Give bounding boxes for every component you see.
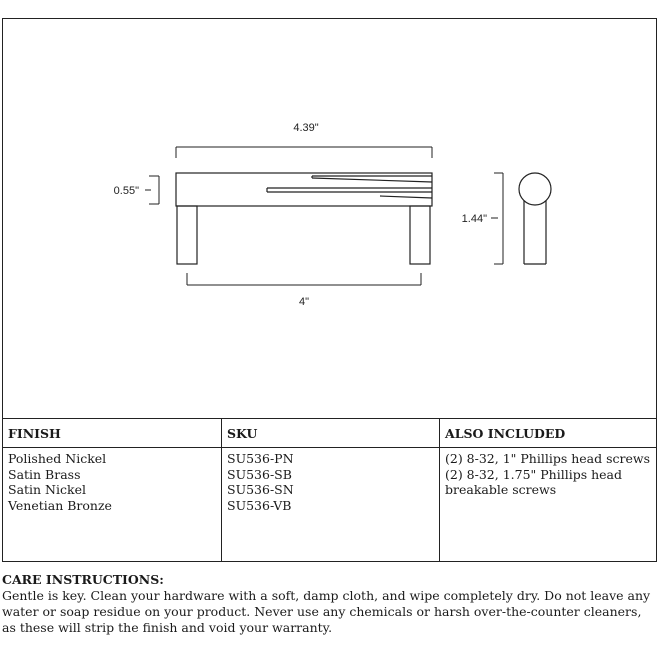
spec-table: [2, 418, 657, 562]
header-also-included: ALSO INCLUDED: [440, 419, 657, 448]
dimension-label-length: 4.39": [293, 122, 319, 134]
finish-item: Venetian Bronze: [8, 497, 112, 513]
dimension-label-height: 0.55": [113, 185, 139, 197]
finish-item: Satin Brass: [8, 466, 81, 482]
pull-facet-line: [380, 196, 432, 198]
also-included-list: [440, 448, 657, 562]
spec-table-row: [3, 448, 657, 562]
finish-item: Satin Nickel: [8, 482, 86, 497]
dimension-projection: [491, 173, 503, 264]
dimension-height: [145, 176, 159, 204]
dimension-overall-length: [176, 147, 432, 158]
also-included-item: breakable screws: [445, 482, 557, 497]
sku-item: SU536-VB: [227, 497, 292, 513]
header-sku: SKU: [222, 419, 440, 448]
pull-left-post: [177, 206, 197, 264]
pull-side-view: [519, 173, 551, 264]
sku-item: SU536-SN: [227, 482, 294, 497]
finish-list: [3, 448, 222, 562]
pull-right-post: [410, 206, 430, 264]
care-instructions: [2, 572, 658, 636]
header-finish: FINISH: [3, 419, 222, 448]
pull-side-knob: [519, 173, 551, 205]
also-included-item: (2) 8-32, 1" Phillips head screws: [445, 451, 651, 466]
pull-front-view: [176, 173, 432, 264]
dimension-label-center-to-center: 4": [298, 296, 310, 308]
pull-bar-outline: [176, 173, 432, 206]
also-included-item: (2) 8-32, 1.75" Phillips head: [445, 466, 623, 482]
dimension-label-projection: 1.44": [461, 213, 487, 225]
sku-list: [222, 448, 440, 562]
finish-item: Polished Nickel: [8, 451, 107, 466]
sku-item: SU536-PN: [227, 451, 294, 466]
care-instructions-text: Gentle is key. Clean your hardware with a soft, damp cloth, and wipe completely dry. Do not leave any water or soap residue on your product. Never use any chemicals or harsh over-the-counter cleaners, as these will strip the finish and void your warranty.: [2, 588, 651, 635]
spec-table-header-row: [3, 419, 657, 448]
sku-item: SU536-SB: [227, 466, 292, 482]
dimension-center-to-center: [187, 273, 421, 285]
pull-facet-line: [312, 178, 432, 182]
care-instructions-title: CARE INSTRUCTIONS:: [2, 572, 164, 587]
